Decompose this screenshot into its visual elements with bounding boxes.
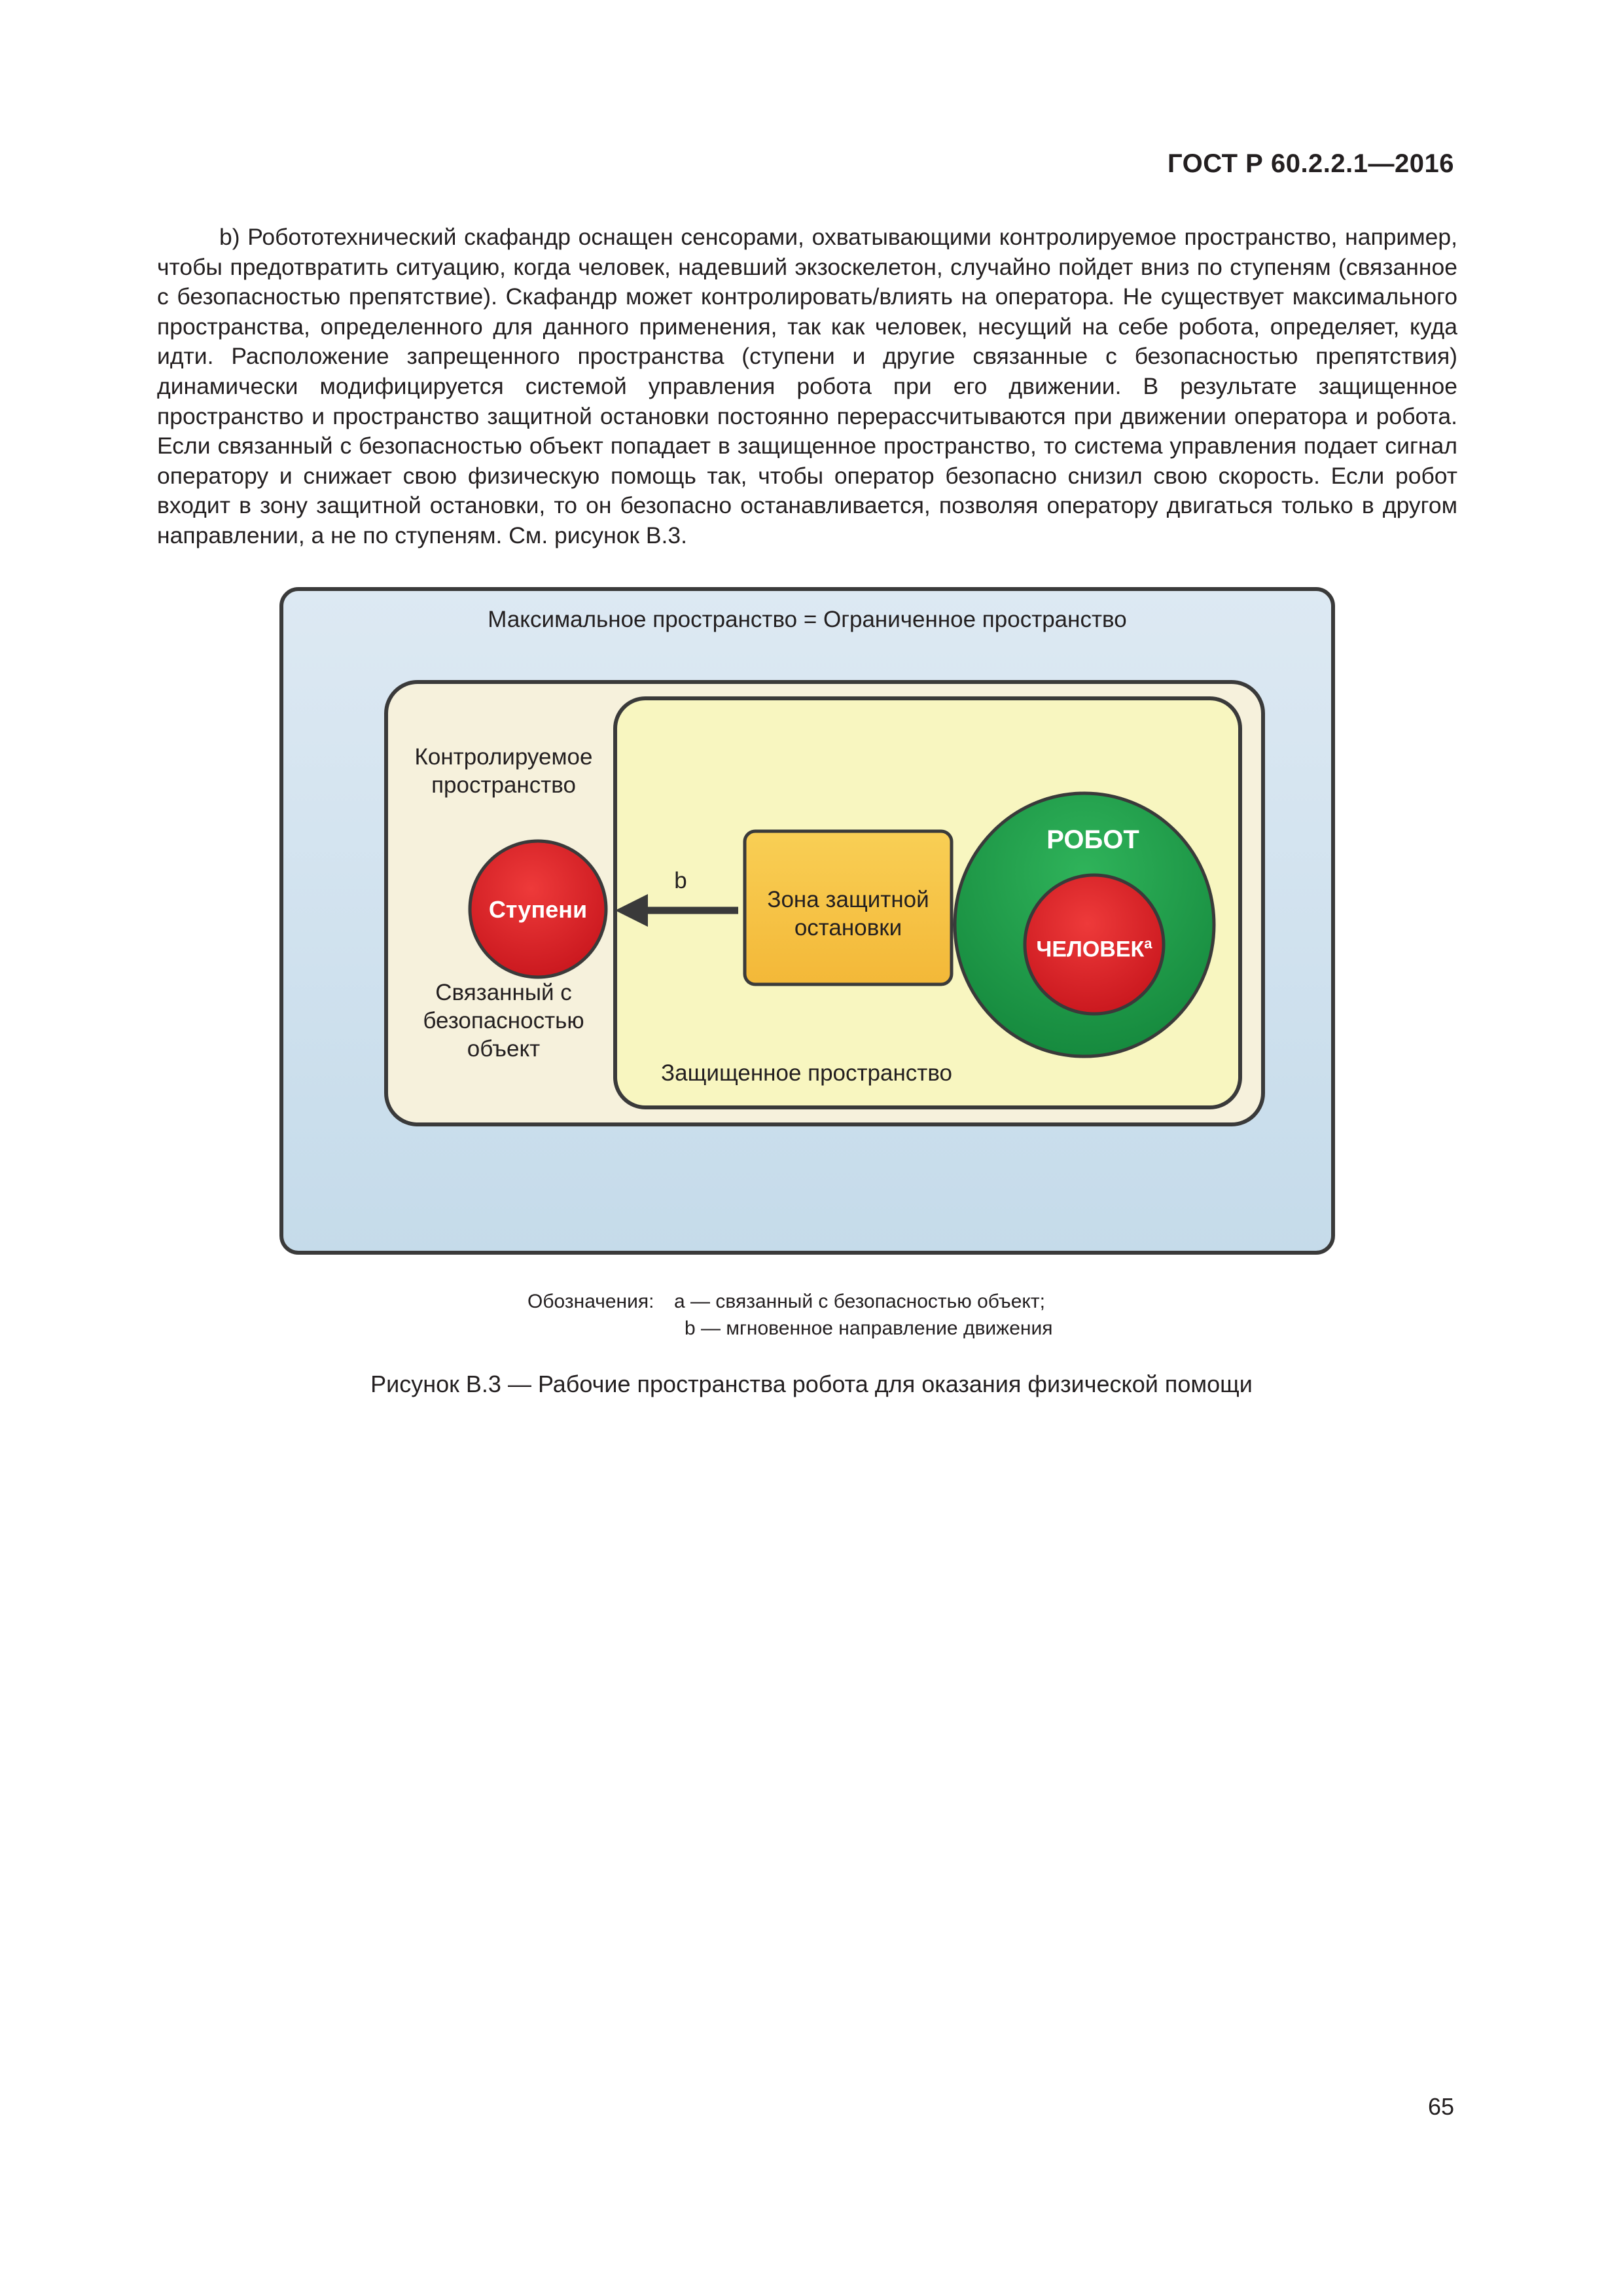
safety-object-label-line2: безопасностью	[423, 1008, 584, 1033]
human-label	[1025, 929, 1164, 963]
protected-space-label: Защищенное пространство	[661, 1060, 953, 1086]
stop-zone-label-line2: остановки	[794, 915, 902, 941]
steps-label: Ступени	[488, 896, 588, 923]
legend-item-a: а — связанный с безопасностью объект;	[674, 1291, 1045, 1312]
standard-id-header: ГОСТ Р 60.2.2.1—2016	[1167, 149, 1454, 178]
human-label-footnote: а	[1144, 935, 1152, 952]
legend-item-b: b — мгновенное направление движения	[685, 1318, 1053, 1339]
robot-label: РОБОТ	[1046, 825, 1139, 854]
monitored-space-label-line1: Контролируемое	[414, 744, 593, 770]
body-paragraph: b) Робототехнический скафандр оснащен сенсорами, охватывающими контролируемое пространство, например, чтобы предотвратить ситуацию, когда человек, надевший экзоскелетон, случайно пойдет вниз по ступеням (связанное с безопасностью препятствие). Скафандр может контролировать/влиять на оператора. Не существует максимального пространства, определенного для данного применения, так как человек, несущий на себе робота, определяет, куда идти. Расположение запрещенного пространства (ступени и другие связанные с безопасностью препятствия) динамически модифицируется системой управления робота при его движении. В результате защищенное пространство и пространство защитной остановки постоянно перерассчитываются при движении оператора и робота. Если связанный с безопасностью объект попадает в защищенное пространство, то система управления подает сигнал оператору и снижает свою физическую помощь так, чтобы оператор безопасно снизил свою скорость. Если робот входит в зону защитной остановки, то он безопасно останавливается, позволяя оператору двигаться только в другом направлении, а не по ступеням. См. рисунок В.3.	[157, 224, 1457, 548]
legend-prefix: Обозначения:	[527, 1291, 654, 1312]
maximum-space-label: Максимальное пространство = Ограниченное пространство	[488, 607, 1127, 632]
monitored-space-label-line2: пространство	[431, 772, 576, 798]
safety-object-label-line1: Связанный с	[435, 980, 572, 1005]
stop-zone-label-line1: Зона защитной	[767, 887, 929, 912]
human-label-text: ЧЕЛОВЕК	[1036, 937, 1145, 962]
safety-object-label-line3: объект	[467, 1036, 541, 1062]
figure-caption: Рисунок В.3 — Рабочие пространства робота для оказания физической помощи	[370, 1371, 1253, 1397]
page-number: 65	[1427, 2093, 1454, 2120]
arrow-label: b	[674, 868, 687, 893]
